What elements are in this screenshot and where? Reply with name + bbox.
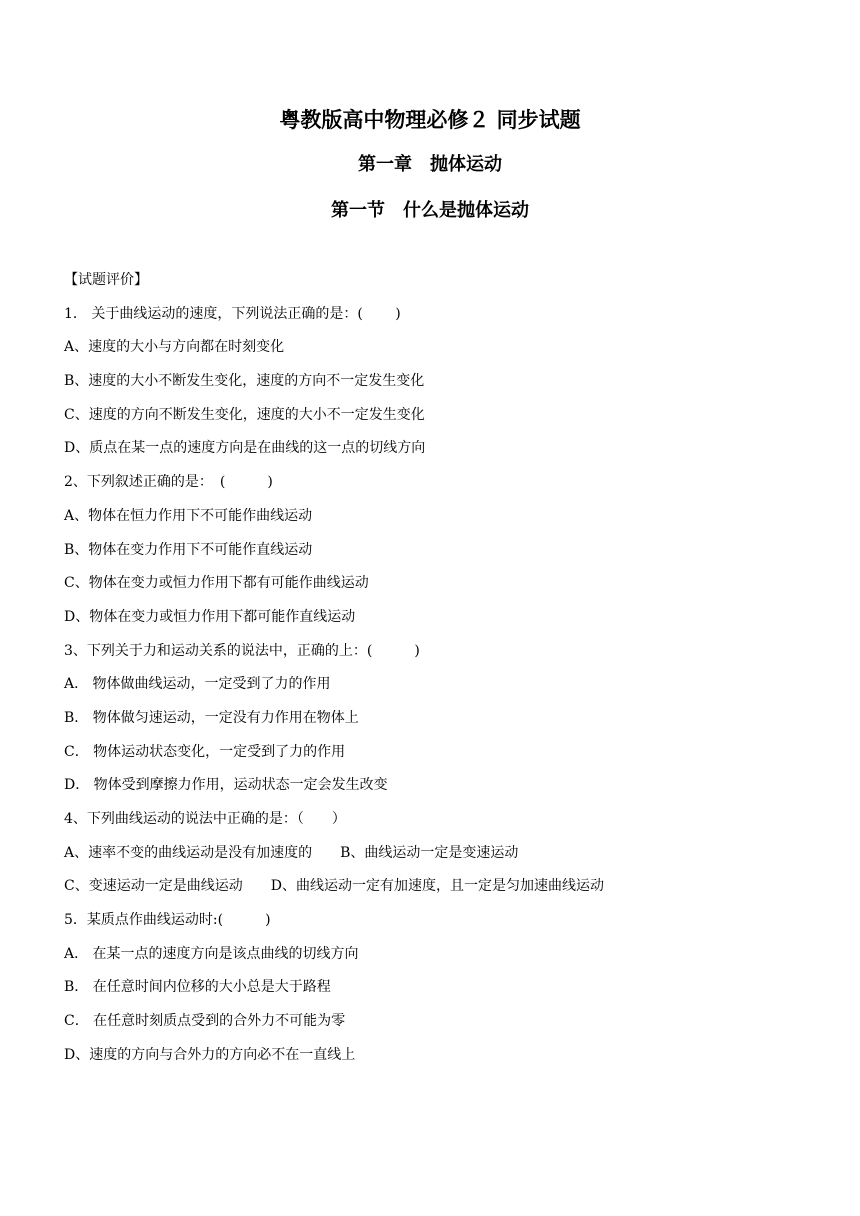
q1-option-b: B、速度的大小不断发生变化，速度的方向不一定发生变化 <box>64 373 425 390</box>
q5-option-c: C． 在任意时刻质点受到的合外力不可能为零 <box>64 1013 346 1030</box>
q3-stem: 3、下列关于力和运动关系的说法中，正确的上：( ) <box>64 642 420 659</box>
q1-option-d: D、质点在某一点的速度方向是在曲线的这一点的切线方向 <box>64 440 426 457</box>
question-list <box>64 270 824 1079</box>
q2-option-c: C、物体在变力或恒力作用下都有可能作曲线运动 <box>64 575 369 592</box>
document-title: 粤教版高中物理必修２ 同步试题 <box>279 108 581 132</box>
chapter-title: 第一章 抛体运动 <box>358 154 502 175</box>
evaluation-label: 【试题评价】 <box>64 272 148 288</box>
q2-option-b: B、物体在变力作用下不可能作直线运动 <box>64 541 313 558</box>
section-title: 第一节 什么是抛体运动 <box>331 200 529 221</box>
q4-options-cd <box>64 876 824 910</box>
q1-option-a: A、速度的大小与方向都在时刻变化 <box>64 339 285 356</box>
q3-option-a: A． 物体做曲线运动，一定受到了力的作用 <box>64 676 331 693</box>
q5-stem: 5．某质点作曲线运动时:( ) <box>64 912 271 929</box>
q2-stem: 2、下列叙述正确的是： ( ) <box>64 474 273 491</box>
q2-option-d: D、物体在变力或恒力作用下都可能作直线运动 <box>64 608 356 625</box>
q4-option-c: C、变速运动一定是曲线运动 <box>64 878 243 895</box>
q5-option-b: B． 在任意时间内位移的大小总是大于路程 <box>64 979 331 996</box>
q2-option-a: A、物体在恒力作用下不可能作曲线运动 <box>64 507 313 524</box>
q3-option-b: B． 物体做匀速运动，一定没有力作用在物体上 <box>64 709 359 726</box>
q1-stem: 1． 关于曲线运动的速度，下列说法正确的是：( ) <box>64 305 401 322</box>
q5-option-d: D、速度的方向与合外力的方向必不在一直线上 <box>64 1046 356 1063</box>
q4-option-d: D、曲线运动一定有加速度，且一定是匀加速曲线运动 <box>270 878 604 895</box>
q1-option-c: C、速度的方向不断发生变化，速度的大小不一定发生变化 <box>64 406 425 423</box>
q4-options-ab <box>64 843 824 877</box>
q3-option-c: C． 物体运动状态变化，一定受到了力的作用 <box>64 743 346 760</box>
q4-option-b: B、曲线运动一定是变速运动 <box>340 844 519 861</box>
q4-stem: 4、下列曲线运动的说法中正确的是：（ ） <box>64 811 346 827</box>
q3-option-d: D． 物体受到摩擦力作用，运动状态一定会发生改变 <box>64 777 388 794</box>
q5-option-a: A． 在某一点的速度方向是该点曲线的切线方向 <box>64 945 359 962</box>
q4-option-a: A、速率不变的曲线运动是没有加速度的 <box>64 844 313 861</box>
